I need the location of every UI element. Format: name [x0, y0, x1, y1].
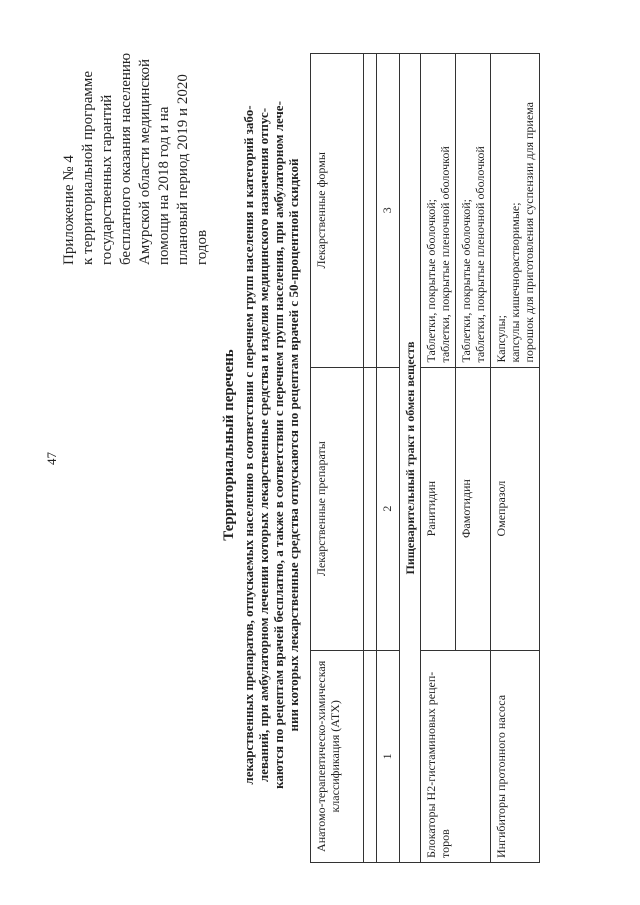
form-line: Таблетки, покрытые оболочкой;: [424, 198, 438, 363]
form-line: Капсулы;: [494, 315, 508, 363]
title-line: каются по рецептам врачей бесплатно, а также в соответствии с перечнем групп населения, при амбулаторном лече-: [271, 101, 286, 789]
table-header-row: [311, 54, 364, 863]
appendix-line: к территориальной программе: [80, 70, 96, 265]
form-line: порошок для приготовления суспензии для приема: [522, 101, 536, 363]
column-number-row: [377, 54, 400, 863]
form-line: таблетки, покрытые пленочной оболочкой: [473, 146, 487, 363]
title-main: Территориальный перечень: [221, 349, 237, 541]
forms-cell: [456, 54, 491, 368]
title-line: нии которых лекарственные средства отпускаются по рецептам врачей с 50-процентной скидкой: [286, 158, 301, 732]
title-line: леваний, при амбулаторном лечении которых лекарственные средства и изделия медицинского назначения отпус-: [256, 107, 271, 783]
drug-cell: Омепразол: [491, 367, 540, 650]
form-line: Таблетки, покрытые оболочкой;: [459, 198, 473, 363]
appendix-line: бесплатного оказания населению: [118, 52, 134, 265]
column-number: 2: [377, 367, 400, 650]
header-atc: Анатомо-терапевтическо-химическая классификация (АТХ): [311, 650, 364, 862]
title-subtitle: [241, 15, 301, 875]
forms-cell: [421, 54, 456, 368]
appendix-line: плановый период 2019 и 2020: [175, 74, 191, 265]
appendix-line: государственных гарантий: [99, 94, 115, 265]
drug-cell: Ранитидин: [421, 367, 456, 650]
appendix-line: Амурской области медицинской: [137, 58, 153, 265]
forms-cell: [491, 54, 540, 368]
appendix-line: Приложение № 4: [61, 155, 77, 265]
column-number: 1: [377, 650, 400, 862]
appendix-block: [60, 25, 212, 265]
header-drugs: Лекарственные препараты: [311, 367, 364, 650]
appendix-line: годов: [194, 229, 210, 265]
section-title: Пищеварительный тракт и обмен веществ: [400, 54, 421, 863]
header-forms: Лекарственные формы: [311, 54, 364, 368]
section-row: [400, 54, 421, 863]
title-line: лекарственных препаратов, отпускаемых населению в соответствии с перечнем групп населения и категорий забо-: [241, 105, 256, 785]
table-row: [491, 54, 540, 863]
document-title: [220, 15, 301, 875]
column-number: 3: [377, 54, 400, 368]
form-line: капсулы кишечнорастворимые;: [508, 202, 522, 363]
form-line: таблетки, покрытые пленочной оболочкой: [438, 146, 452, 363]
table-row: [421, 54, 456, 863]
page-number: 47: [44, 452, 59, 465]
appendix-line: помощи на 2018 год и на: [156, 106, 172, 265]
atc-cell: Ингибиторы протонного насоса: [491, 650, 540, 862]
table-spacer-row: [364, 54, 377, 863]
atc-cell: Блокаторы Н2-гистаминовых рецеп-торов: [421, 650, 491, 862]
drug-table: [310, 53, 540, 863]
drug-cell: Фамотидин: [456, 367, 491, 650]
